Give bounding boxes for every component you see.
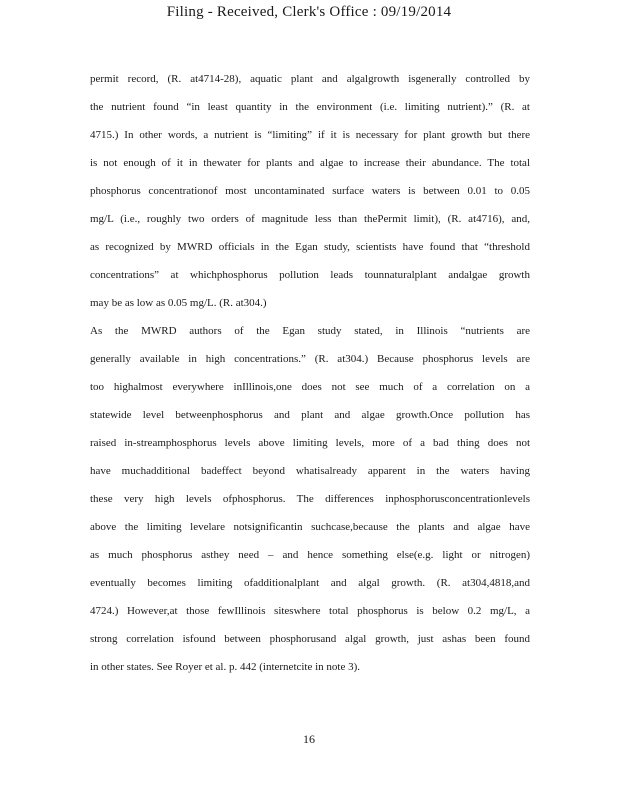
text-line: mg/L (i.e., roughly two orders of magnitude less than thePermit limit), (R. at4716), and, xyxy=(90,213,530,225)
text-line: strong correlation isfound between phosphorusand algal growth, just ashas been found xyxy=(90,633,530,645)
text-line: statewide level betweenphosphorus and plant and algae growth.Once pollution has xyxy=(90,409,530,421)
text-line: phosphorus concentrationof most uncontaminated surface waters is between 0.01 to 0.05 xyxy=(90,185,530,197)
text-line: these very high levels ofphosphorus. The differences inphosphorusconcentrationlevels xyxy=(90,493,530,505)
text-line: the nutrient found “in least quantity in the environment (i.e. limiting nutrient).” (R. at xyxy=(90,101,530,113)
page-number: 16 xyxy=(303,732,315,746)
text-line: permit record, (R. at4714-28), aquatic plant and algalgrowth isgenerally controlled by xyxy=(90,73,530,85)
text-line: may be as low as 0.05 mg/L. (R. at304.) xyxy=(90,297,267,309)
text-line: As the MWRD authors of the Egan study stated, in Illinois “nutrients are xyxy=(90,325,530,337)
text-line: raised in-streamphosphorus levels above limiting levels, more of a bad thing does not xyxy=(90,437,530,449)
text-line: is not enough of it in thewater for plants and algae to increase their abundance. The total xyxy=(90,157,530,169)
text-line: have muchadditional badeffect beyond whatisalready apparent in the waters having xyxy=(90,465,530,477)
filing-stamp-header: Filing - Received, Clerk's Office : 09/19/2014 xyxy=(166,4,452,20)
text-line: as recognized by MWRD officials in the Egan study, scientists have found that “threshold xyxy=(90,241,530,253)
text-line: concentrations” at whichphosphorus pollution leads tounnaturalplant andalgae growth xyxy=(90,269,530,281)
text-line: above the limiting levelare notsignificantin suchcase,because the plants and algae have xyxy=(90,521,530,533)
text-line: in other states. See Royer et al. p. 442 (internetcite in note 3). xyxy=(90,661,361,673)
text-line: 4715.) In other words, a nutrient is “limiting” if it is necessary for plant growth but there xyxy=(90,129,530,141)
text-line: generally available in high concentrations.” (R. at304.) Because phosphorus levels are xyxy=(90,353,530,365)
text-line: eventually becomes limiting ofadditionalplant and algal growth. (R. at304,4818,and xyxy=(90,577,530,589)
text-line: as much phosphorus asthey need – and hence something else(e.g. light or nitrogen) xyxy=(90,549,530,561)
text-line: 4724.) However,at those fewIllinois siteswhere total phosphorus is below 0.2 mg/L, a xyxy=(90,605,530,617)
document-body xyxy=(90,70,530,686)
text-line: too highalmost everywhere inIllinois,one does not see much of a correlation on a xyxy=(90,381,530,393)
